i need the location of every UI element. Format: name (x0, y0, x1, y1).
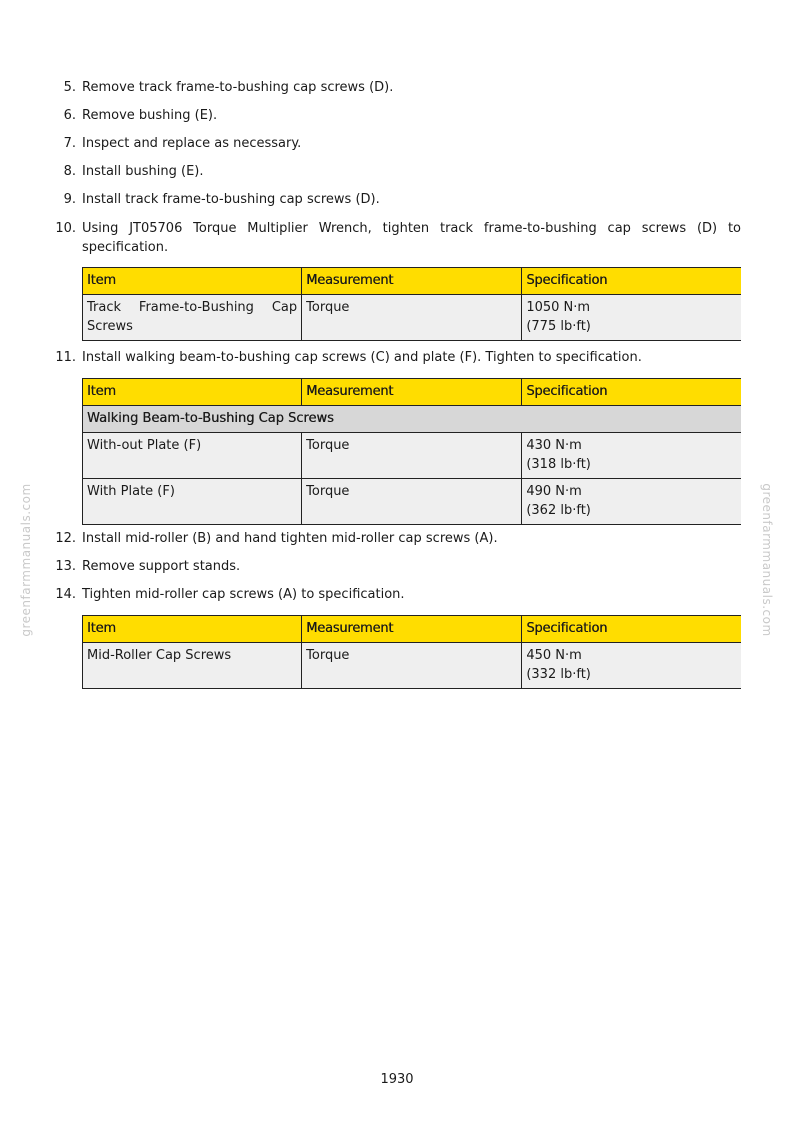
specification-cell (522, 479, 741, 525)
table-header-row (83, 268, 742, 295)
step-number: 5. (63, 80, 76, 95)
group-label: Walking Beam-to-Bushing Cap Screws (83, 406, 742, 433)
specification-cell (522, 433, 741, 479)
step-text: Tighten mid-roller cap screws (A) to specification. (82, 587, 405, 602)
table-row (83, 433, 742, 479)
spec-metric: 490 N·m (526, 484, 582, 499)
table-row (83, 295, 742, 341)
spec-metric: 430 N·m (526, 438, 582, 453)
step-text: Install walking beam-to-bushing cap screws (C) and plate (F). Tighten to specification. (82, 350, 642, 365)
header-item: Item (83, 379, 302, 406)
item-cell: With-out Plate (F) (83, 433, 302, 479)
step-text: Remove bushing (E). (82, 108, 218, 123)
header-specification: Specification (522, 379, 741, 406)
step-number: 13. (55, 559, 76, 574)
measurement-cell: Torque (302, 643, 522, 689)
header-item: Item (83, 268, 302, 295)
table-group-row (83, 406, 742, 433)
measurement-cell: Torque (302, 295, 522, 341)
watermark-left: greenfarmmanuals.com (19, 483, 33, 637)
step-text: Install bushing (E). (82, 164, 204, 179)
step-text: Install mid-roller (B) and hand tighten mid-roller cap screws (A). (82, 531, 498, 546)
item-cell: With Plate (F) (83, 479, 302, 525)
step-text: Inspect and replace as necessary. (82, 136, 302, 151)
step-number: 6. (63, 108, 76, 123)
step-number: 8. (63, 164, 76, 179)
watermark-right: greenfarmmanuals.com (760, 483, 774, 637)
spec-imperial: (332 lb·ft) (526, 667, 591, 682)
step-number: 11. (55, 350, 76, 365)
spec-imperial: (318 lb·ft) (526, 457, 591, 472)
table-header-row (83, 379, 742, 406)
spec-table-walking-beam (82, 378, 741, 525)
spec-imperial: (362 lb·ft) (526, 503, 591, 518)
step-text: Using JT05706 Torque Multiplier Wrench, tighten track frame-to-bushing cap screws (D) to specification. (82, 221, 741, 255)
page-number: 1930 (380, 1072, 414, 1087)
header-measurement: Measurement (302, 379, 522, 406)
item-cell: Mid-Roller Cap Screws (83, 643, 302, 689)
step-number: 12. (55, 531, 76, 546)
spec-metric: 1050 N·m (526, 300, 591, 315)
spec-imperial: (775 lb·ft) (526, 319, 591, 334)
measurement-cell: Torque (302, 479, 522, 525)
measurement-cell: Torque (302, 433, 522, 479)
specification-cell (522, 295, 741, 341)
step-number: 10. (55, 221, 76, 236)
step-number: 7. (63, 136, 76, 151)
table-row (83, 643, 742, 689)
specification-cell (522, 643, 741, 689)
header-measurement: Measurement (302, 616, 522, 643)
header-item: Item (83, 616, 302, 643)
spec-table-frame-bushing (82, 267, 741, 341)
table-header-row (83, 616, 742, 643)
step-text: Remove track frame-to-bushing cap screws (D). (82, 80, 394, 95)
item-cell: Track Frame-to-Bushing Cap Screws (83, 295, 302, 341)
spec-table-mid-roller (82, 615, 741, 689)
step-number: 9. (63, 192, 76, 207)
step-text: Install track frame-to-bushing cap screws (D). (82, 192, 380, 207)
step-text: Remove support stands. (82, 559, 241, 574)
header-specification: Specification (522, 616, 741, 643)
table-row (83, 479, 742, 525)
header-measurement: Measurement (302, 268, 522, 295)
step-number: 14. (55, 587, 76, 602)
spec-metric: 450 N·m (526, 648, 582, 663)
header-specification: Specification (522, 268, 741, 295)
